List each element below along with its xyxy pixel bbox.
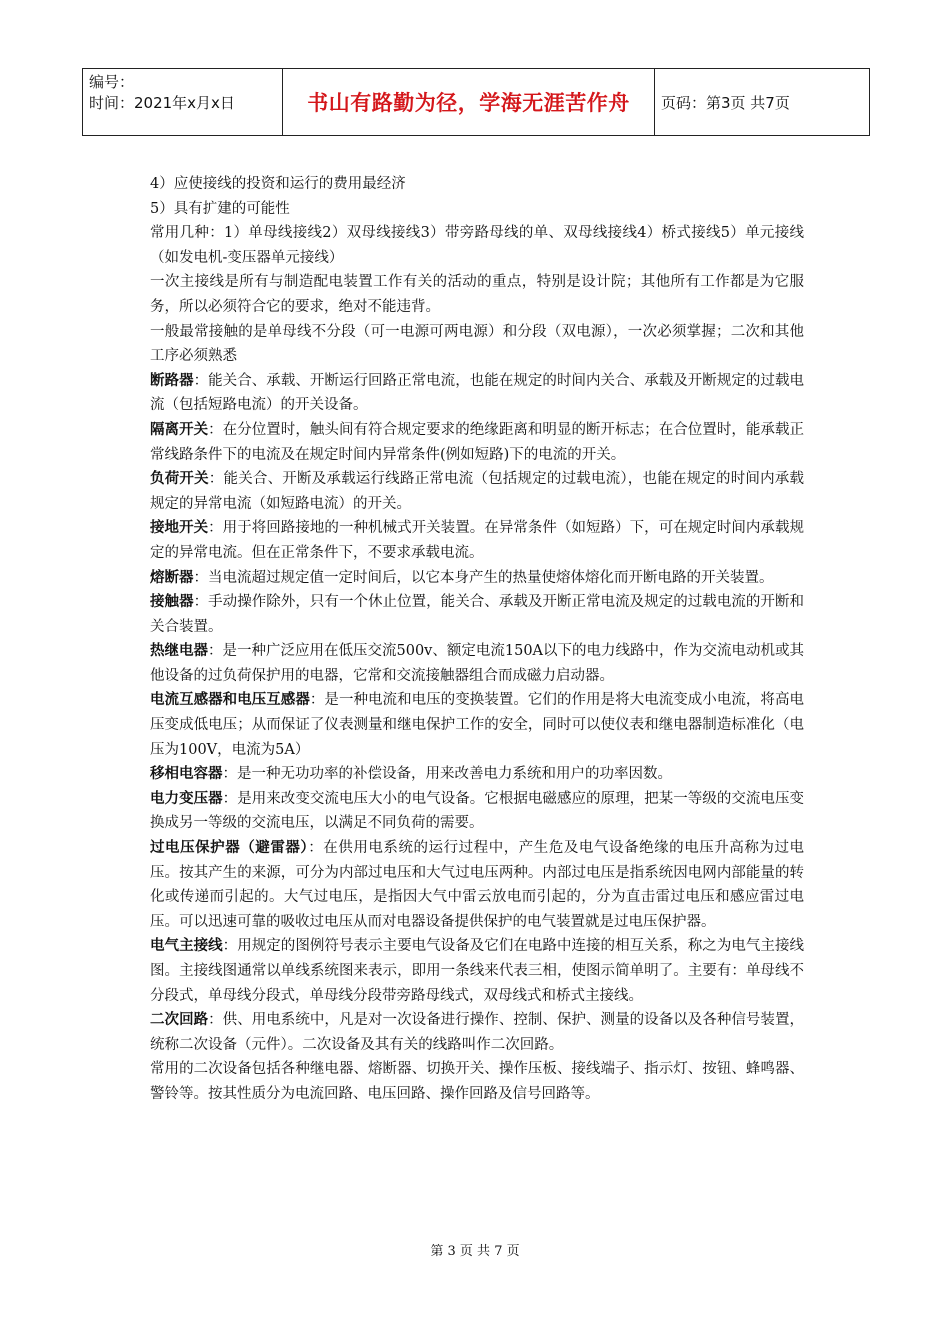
paragraph	[150, 221, 804, 270]
term-heading: 电流互感器和电压互感器	[150, 692, 310, 709]
page-header	[82, 68, 870, 136]
paragraph	[150, 787, 804, 836]
paragraph	[150, 688, 804, 762]
page-footer: 第 3 页 共 7 页	[430, 1244, 520, 1259]
paragraph	[150, 1008, 804, 1057]
paragraph-text: ：是一种广泛应用在低压交流500v、额定电流150A以下的电力线路中，作为交流电动机或其他设备的过负荷保护用的电器，它常和交流接触器组合而成磁力启动器。	[150, 643, 805, 684]
header-meta	[83, 69, 283, 135]
term-heading: 移相电容器	[150, 766, 223, 783]
paragraph	[150, 320, 804, 369]
paragraph	[150, 516, 804, 565]
paragraph	[150, 934, 804, 1008]
paragraph-text: ：是一种无功功率的补偿设备，用来改善电力系统和用户的功率因数。	[222, 766, 672, 783]
paragraph-text: ：用规定的图例符号表示主要电气设备及它们在电路中连接的相互关系，称之为电气主接线图。主接线图通常以单线系统图来表示，即用一条线来代表三相，使图示简单明了。主要有：单母线不分段式，单母线分段式，单母线分段带旁路母线式，双母线式和桥式主接线。	[150, 938, 804, 1004]
paragraph	[150, 566, 804, 591]
header-motto: 书山有路勤为径，学海无涯苦作舟	[283, 69, 655, 135]
paragraph-text: 常用的二次设备包括各种继电器、熔断器、切换开关、操作压板、接线端子、指示灯、按钮、蜂鸣器、警铃等。按其性质分为电流回路、电压回路、操作回路及信号回路等。	[150, 1061, 804, 1102]
term-heading: 断路器	[150, 372, 194, 389]
paragraph	[150, 467, 804, 516]
paragraph-text: ：能关合、开断及承载运行线路正常电流（包括规定的过载电流），也能在规定的时间内承载规定的异常电流（如短路电流）的开关。	[150, 471, 804, 512]
term-heading: 熔断器	[150, 569, 194, 586]
term-heading: 隔离开关	[150, 421, 209, 438]
paragraph-text: ：能关合、承载、开断运行回路正常电流，也能在规定的时间内关合、承载及开断规定的过载电流（包括短路电流）的开关设备。	[150, 372, 805, 414]
paragraph-text: 一次主接线是所有与制造配电装置工作有关的活动的重点，特别是设计院；其他所有工作都是为它服务，所以必须符合它的要求，绝对不能违背。	[150, 274, 804, 315]
term-heading: 接地开关	[150, 520, 209, 537]
term-heading: 过电压保护器（避雷器）	[150, 840, 309, 857]
term-heading: 接触器	[150, 594, 194, 611]
paragraph-text: ：供、用电系统中，凡是对一次设备进行操作、控制、保护、测量的设备以及各种信号装置，统称二次设备（元件）。二次设备及其有关的线路叫作二次回路。	[150, 1012, 805, 1053]
term-heading: 负荷开关	[150, 471, 209, 488]
term-heading: 二次回路	[150, 1012, 209, 1029]
paragraph-text: ：是一种电流和电压的变换装置。它们的作用是将大电流变成小电流，将高电压变成低电压；从而保证了仪表测量和继电保护工作的安全，同时可以使仪表和继电器制造标准化（电压为100V，电流为5A）	[150, 692, 804, 758]
paragraph-text: ：在分位置时，触头间有符合规定要求的绝缘距离和明显的断开标志；在合位置时，能承载正常线路条件下的电流及在规定时间内异常条件(例如短路)下的电流的开关。	[150, 421, 805, 463]
paragraph-text: 常用几种：1）单母线接线2）双母线接线3）带旁路母线的单、双母线接线4）桥式接线5）单元接线（如发电机-变压器单元接线）	[150, 225, 804, 266]
paragraph	[150, 1057, 804, 1106]
paragraph-text: ：手动操作除外，只有一个休止位置，能关合、承载及开断正常电流及规定的过载电流的开断和关合装置。	[150, 594, 805, 635]
paragraph	[150, 590, 804, 639]
time-label: 时间：2021年x月x日	[89, 94, 235, 112]
number-label: 编号：	[89, 73, 135, 91]
paragraph-text: 5）具有扩建的可能性	[150, 200, 290, 217]
header-page-info: 页码：第3页 共7页	[661, 93, 790, 112]
paragraph-text: 4）应使接线的投资和运行的费用最经济	[150, 176, 406, 192]
paragraph	[150, 418, 804, 467]
paragraph	[150, 639, 804, 688]
paragraph-text: ：在供用电系统的运行过程中，产生危及电气设备绝缘的电压升高称为过电压。按其产生的来源，可分为内部过电压和大气过电压两种。内部过电压是指系统因电网内部能量的转化或传递而引起的。大气过电压，是指因大气中雷云放电而引起的，分为直击雷过电压和感应雷过电压。可以迅速可靠的吸收过电压从而对电器设备提供保护的电气装置就是过电压保护器。	[150, 840, 805, 930]
term-heading: 电气主接线	[150, 938, 223, 955]
paragraph	[150, 836, 804, 934]
paragraph-text: 一般最常接触的是单母线不分段（可一电源可两电源）和分段（双电源），一次必须掌握；二次和其他工序必须熟悉	[150, 323, 804, 365]
paragraph-text: ：用于将回路接地的一种机械式开关装置。在异常条件（如短路）下，可在规定时间内承载规定的异常电流。但在正常条件下，不要求承载电流。	[150, 520, 805, 561]
paragraph	[150, 172, 804, 197]
paragraph	[150, 762, 804, 787]
paragraph	[150, 270, 804, 319]
paragraph-text: ：是用来改变交流电压大小的电气设备。它根据电磁感应的原理，把某一等级的交流电压变换成另一等级的交流电压，以满足不同负荷的需要。	[150, 790, 804, 832]
paragraph-text: ：当电流超过规定值一定时间后，以它本身产生的热量使熔体熔化而开断电路的开关装置。	[193, 569, 774, 586]
paragraph	[150, 369, 804, 418]
term-heading: 热继电器	[150, 643, 208, 660]
paragraph	[150, 197, 804, 222]
document-body	[150, 172, 804, 1107]
term-heading: 电力变压器	[150, 790, 223, 807]
